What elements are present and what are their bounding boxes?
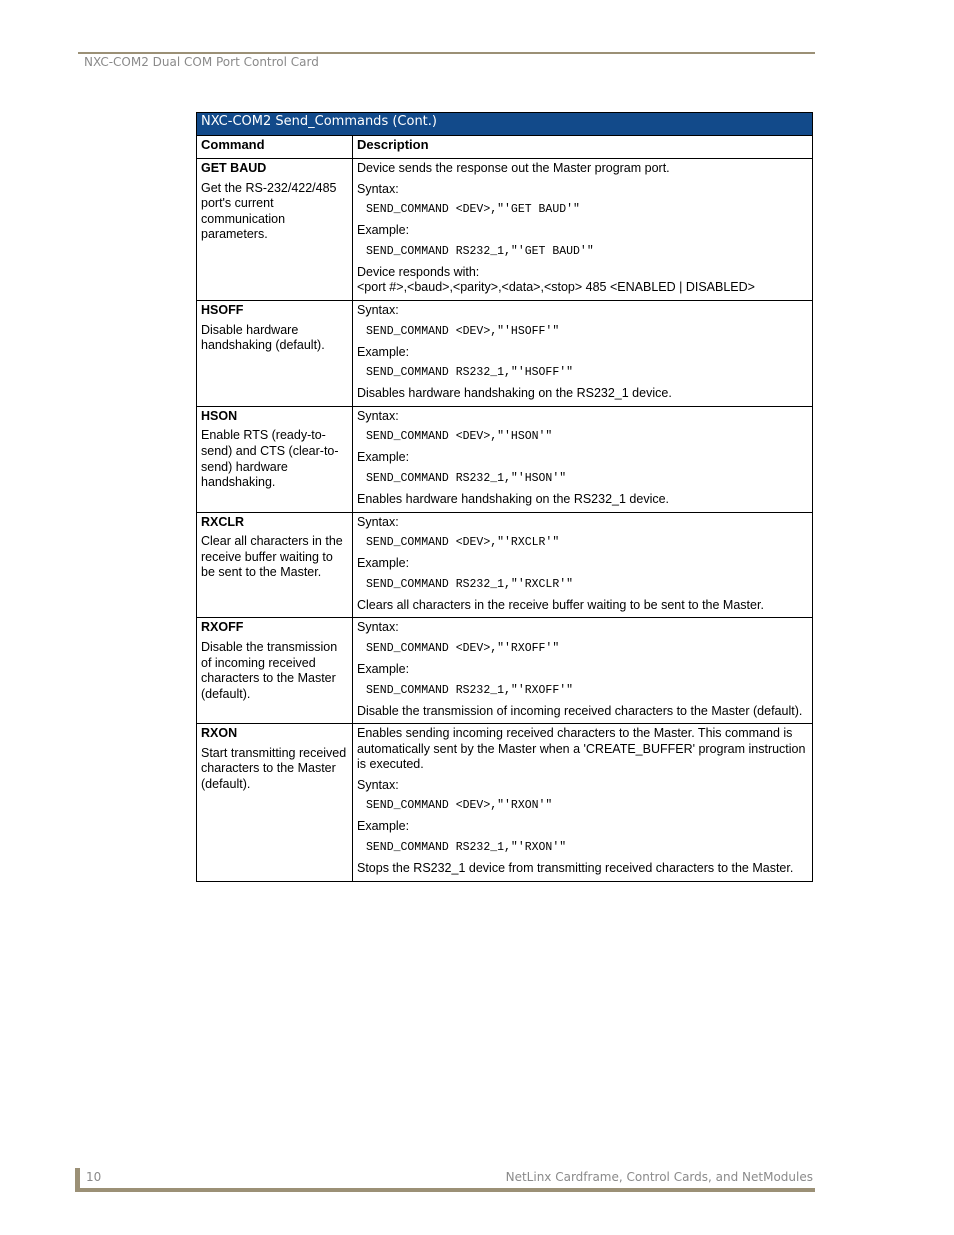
- description-text: Device sends the response out the Master program port.: [357, 161, 670, 175]
- code-example: SEND_COMMAND RS232_1,"'HSOFF'": [366, 366, 574, 380]
- command-cell: [197, 300, 353, 406]
- command-cell: [197, 618, 353, 724]
- description-text: Example:: [357, 223, 410, 238]
- description-text: Example:: [357, 344, 410, 359]
- description-text: Syntax:: [357, 408, 399, 423]
- description-text: Stops the RS232_1 device from transmitting received characters to the Master.: [357, 861, 794, 876]
- description-text: Syntax:: [357, 302, 399, 317]
- command-cell: [197, 724, 353, 882]
- command-name: RXON: [201, 726, 238, 741]
- code-example: SEND_COMMAND RS232_1,"'RXOFF'": [366, 683, 574, 697]
- description-cell: [353, 512, 813, 618]
- column-header-description: Description: [353, 136, 813, 159]
- table-row: [197, 618, 813, 724]
- command-name: HSOFF: [201, 302, 244, 317]
- send-commands-table: [196, 112, 813, 882]
- command-summary: Enable RTS (ready-to-send) and CTS (clear-to-send) hardware handshaking.: [201, 428, 339, 490]
- page-number: 10: [86, 1170, 102, 1184]
- code-example: SEND_COMMAND <DEV>,"'RXOFF'": [366, 641, 560, 655]
- header-rule: [78, 52, 815, 54]
- description-text: Example:: [357, 819, 410, 834]
- description-cell: [353, 724, 813, 882]
- table-row: [197, 300, 813, 406]
- code-example: SEND_COMMAND RS232_1,"'GET BAUD'": [366, 244, 594, 258]
- table-body: [197, 159, 813, 882]
- command-cell: [197, 512, 353, 618]
- code-example: SEND_COMMAND <DEV>,"'HSOFF'": [366, 324, 560, 338]
- code-example: SEND_COMMAND RS232_1,"'RXCLR'": [366, 577, 574, 591]
- code-example: SEND_COMMAND <DEV>,"'GET BAUD'": [366, 203, 580, 217]
- command-cell: [197, 406, 353, 512]
- command-summary: Start transmitting received characters to the Master (default).: [201, 745, 347, 791]
- table-row: [197, 406, 813, 512]
- code-example: SEND_COMMAND <DEV>,"'RXON'": [366, 799, 553, 813]
- description-cell: [353, 300, 813, 406]
- table-row: [197, 512, 813, 618]
- description-text: Syntax:: [357, 514, 399, 529]
- table-header-row: [197, 136, 813, 159]
- footer-book-title: NetLinx Cardframe, Control Cards, and NetModules: [505, 1170, 813, 1184]
- code-example: SEND_COMMAND <DEV>,"'RXCLR'": [366, 536, 560, 550]
- description-text: Example:: [357, 661, 410, 676]
- table-row: [197, 159, 813, 301]
- description-text: Syntax:: [357, 620, 399, 635]
- description-text: Enables sending incoming received characters to the Master. This command is automatically sent by the Master when a 'CREATE_BUFFER' program instruction is executed.: [357, 726, 806, 772]
- code-example: SEND_COMMAND RS232_1,"'HSON'": [366, 471, 567, 485]
- footer-rule: [78, 1188, 815, 1192]
- column-header-command: Command: [197, 136, 353, 159]
- code-example: SEND_COMMAND <DEV>,"'HSON'": [366, 430, 553, 444]
- running-header: NXC-COM2 Dual COM Port Control Card: [84, 55, 319, 69]
- description-cell: [353, 618, 813, 724]
- command-summary: Get the RS-232/422/485 port's current communication parameters.: [201, 180, 337, 242]
- description-text: Device responds with: <port #>,<baud>,<parity>,<data>,<stop> 485 <ENABLED | DISABLED>: [357, 264, 755, 295]
- description-text: Disables hardware handshaking on the RS232_1 device.: [357, 386, 672, 401]
- code-example: SEND_COMMAND RS232_1,"'RXON'": [366, 841, 567, 855]
- description-text: Syntax:: [357, 777, 399, 792]
- description-text: Example:: [357, 450, 410, 465]
- command-summary: Disable the transmission of incoming received characters to the Master (default).: [201, 639, 338, 701]
- description-text: Example:: [357, 556, 410, 571]
- command-name: HSON: [201, 408, 238, 423]
- command-name: GET BAUD: [201, 161, 267, 175]
- command-name: RXCLR: [201, 514, 245, 529]
- description-cell: [353, 406, 813, 512]
- command-summary: Clear all characters in the receive buffer waiting to be sent to the Master.: [201, 534, 343, 580]
- command-summary: Disable hardware handshaking (default).: [201, 322, 325, 353]
- table-title-row: [197, 113, 813, 136]
- command-cell: [197, 159, 353, 301]
- description-text: Clears all characters in the receive buffer waiting to be sent to the Master.: [357, 597, 764, 612]
- description-text: Enables hardware handshaking on the RS232_1 device.: [357, 491, 670, 506]
- description-text: Disable the transmission of incoming received characters to the Master (default).: [357, 703, 803, 718]
- table-title: NXC-COM2 Send_Commands (Cont.): [197, 113, 813, 136]
- description-text: Syntax:: [357, 181, 399, 196]
- table-row: [197, 724, 813, 882]
- description-cell: [353, 159, 813, 301]
- command-name: RXOFF: [201, 620, 244, 635]
